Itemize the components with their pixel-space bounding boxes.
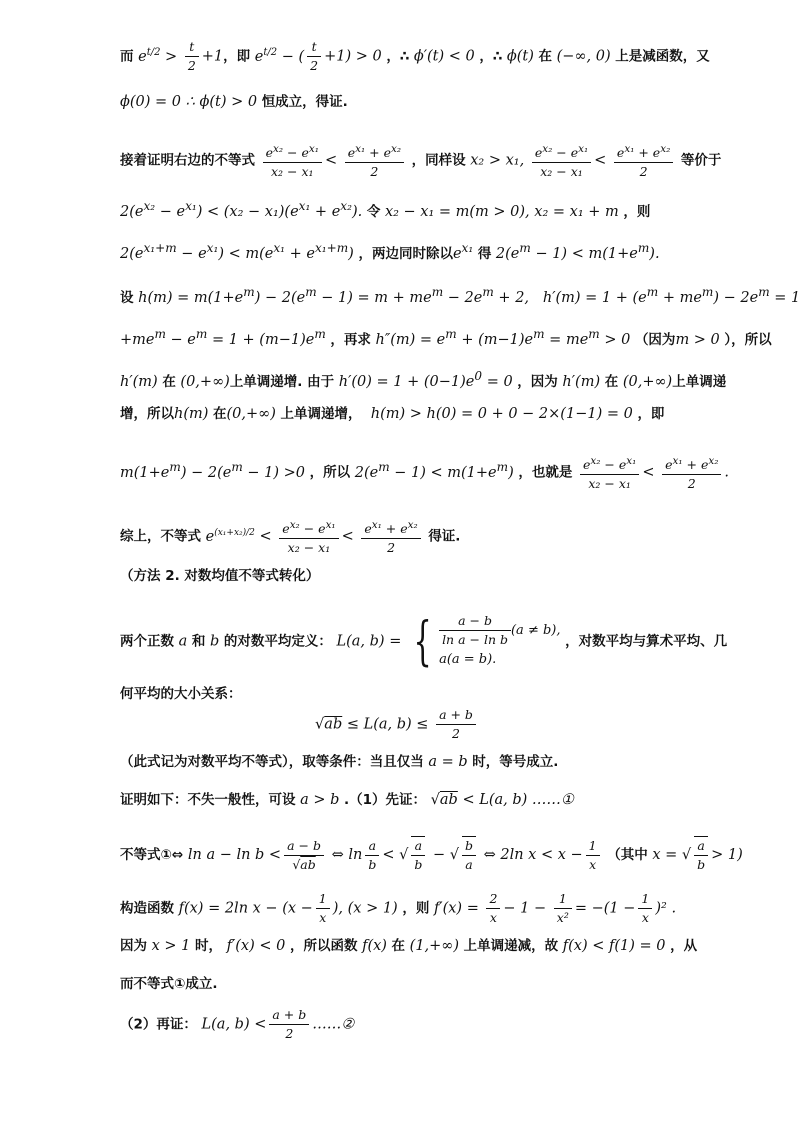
line-9: 增，所以h(m) 在(0,+∞) 上单调递增， h(m) > h(0) = 0 + 0 − 2×(1−1) = 0 ，即	[120, 406, 665, 422]
line-11: 综上，不等式 $e^{(x_1+x_2)/2}$ < $\frac{e^{x_2} - e^{x_1}}{\text{x₂ − x₁}}$ < $\frac{e^{x_1} + e^{x_2}}{2}$ 得证.	[120, 516, 460, 557]
line-5: $2(e^{x_1+m} - e^{x_1}) < m(e^{x_1} + e^{x_1+m})$ ，两边同时除以$e^{x_1}$ 得 $2(e^m - 1) < m(1+e^m)$.	[120, 241, 660, 262]
line-4: $2(e^{x_2} - e^{x_1}) < (x_2 - x_1)(e^{x_1} + e^{x_2})$. 令 x₂ − x₁ = m(m > 0), x₂ = x₁ + m ，则	[120, 199, 651, 220]
line-20: 因为 x > 1 时， f′(x) < 0 ，所以函数 f(x) 在 (1,+∞) 上单调递减，故 f(x) < f(1) = 0 ，从	[120, 938, 698, 954]
line-13: 两个正数 a 和 b 的对数平均定义： L(a, b) = { $\frac{a - b}{\text{ln a − ln b}}$ (a ≠ b), a(a = b). ，对数平均与算术平均、几	[120, 611, 728, 672]
line-6: 设 $h(m) = m(1+e^m) - 2(e^m - 1) = m + me^m - 2e^m + 2$, $h'(m) = 1 + (e^m + me^m) - 2e^m = 1$	[120, 285, 800, 306]
line-17: 证明如下：不失一般性，可设 a > b .（1）先证： √ab < L(a, b) ……①	[120, 792, 574, 808]
line-8: h′(m) 在 (0,+∞)上单调递增. 由于 $h'(0) = 1 + (0-1)e^0 = 0$ ，因为 h′(m) 在 (0,+∞)上单调递	[120, 369, 727, 390]
line-16: （此式记为对数平均不等式），取等条件：当且仅当 a = b 时，等号成立.	[120, 754, 559, 770]
line-22: （2）再证： L(a, b) < $\frac{a + b}{2}$ ……②	[120, 1007, 355, 1041]
line-3: 接着证明右边的不等式 $\frac{e^{x_2} - e^{x_1}}{\text{x₂ − x₁}}$ < $\frac{e^{x_1} + e^{x_2}}{2}$ ，同样设 x₂ > x₁, $\frac{e^{x_2} - e^{x_1}}{\text{x₂ − x₁}}$ < $\frac{e^{x_1} + e^{x_2}}{2}$ 等价于	[120, 140, 721, 181]
line-10: $m(1+e^m) - 2(e^m - 1) >0$ ，所以 $2(e^m - 1) < m(1+e^m)$ ，也就是 $\frac{e^{x_2} - e^{x_1}}{\text{x₂ − x₁}}$ < $\frac{e^{x_1} + e^{x_2}}{2}$ .	[120, 452, 729, 493]
line-19: 构造函数 f(x) = 2ln x − (x − $\frac{1}{x}$ ), (x > 1) ，则 f′(x) = $\frac{2}{x}$ − 1 − $\frac{1}{\text{x²}}$ = −(1 − $\frac{1}{x}$ )² .	[120, 891, 677, 925]
line-2: ϕ(0) = 0 ∴ ϕ(t) > 0 恒成立，得证.	[120, 94, 348, 110]
line-14: 何平均的大小关系：	[120, 686, 242, 702]
line-1: 而 $e^{t/2}$ > $\frac{t}{2}$ +1，即 $e^{t/2}$ − ( $\frac{t}{2}$ +1) > 0 ，∴ ϕ′(t) < 0 ，∴ ϕ(t) 在 (−∞, 0) 上是减函数，又	[120, 39, 710, 73]
line-21: 而不等式①成立.	[120, 976, 218, 992]
section-heading-method-2: （方法 2. 对数均值不等式转化）	[120, 568, 320, 584]
line-7: $+me^m - e^m = 1 + (m-1)e^m$ ，再求 $h''(m) = e^m + (m-1)e^m = me^m > 0$ （因为m > 0 ），所以	[120, 327, 772, 348]
log-mean-inequality: √ab ≤ L(a, b) ≤ $\frac{a + b}{2}$	[0, 706, 794, 743]
line-18: 不等式①⇔ ln a − ln b < $\frac{a - b}{√ab}$ ⇔ ln $\frac{a}{b}$ < √ $\frac{a}{b}$ − √ $\frac{b}{a}$ ⇔ 2ln x < x − $\frac{1}{x}$ （其中 x = √ $\frac{a}{b}$ > 1)	[120, 837, 743, 872]
